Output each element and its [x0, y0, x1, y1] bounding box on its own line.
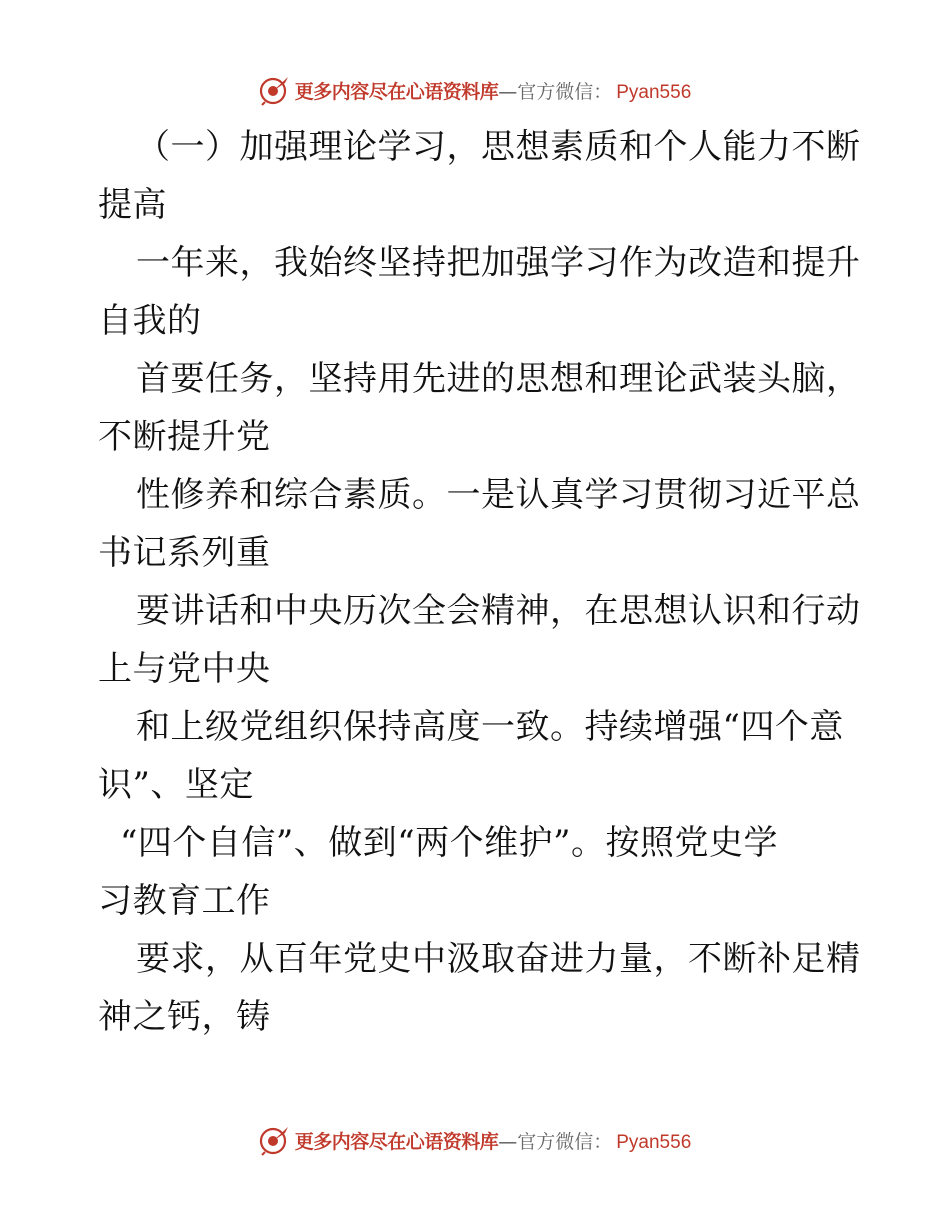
body-line: 要求，从百年党史中汲取奋进力量，不断补足精 — [136, 939, 861, 979]
body-line: 习教育工作 — [98, 881, 271, 921]
body-line: 性修养和综合素质。一是认真学习贯彻习近平总 — [136, 475, 861, 515]
banner-official-label: 官方微信： — [517, 1130, 613, 1153]
body-line: “四个自信”、做到“两个维护”。按照党史学 — [120, 823, 779, 863]
footer-banner — [0, 1120, 950, 1160]
body-line: 神之钙，铸 — [98, 997, 271, 1037]
body-line: 识”、坚定 — [98, 765, 254, 805]
banner-main-text: 更多内容尽在心语资料库 — [294, 1130, 499, 1153]
banner-main-text: 更多内容尽在心语资料库 — [294, 80, 499, 103]
body-line: 和上级党组织保持高度一致。持续增强“四个意 — [136, 707, 844, 747]
quill-pen-circle-icon — [259, 1124, 291, 1156]
body-line: 首要任务，坚持用先进的思想和理论武装头脑， — [136, 359, 861, 399]
header-banner — [0, 70, 950, 110]
body-line: （一）加强理论学习，思想素质和个人能力不断 — [136, 127, 861, 167]
body-line: 要讲话和中央历次全会精神，在思想认识和行动 — [136, 591, 861, 631]
body-line: 一年来，我始终坚持把加强学习作为改造和提升 — [136, 243, 861, 283]
body-line: 书记系列重 — [98, 533, 271, 573]
banner-official-label: 官方微信： — [517, 80, 613, 103]
quill-pen-circle-icon — [259, 74, 291, 106]
body-line: 不断提升党 — [98, 417, 271, 457]
banner-dash: — — [498, 80, 518, 103]
banner-dash: — — [498, 1130, 518, 1153]
banner-wechat-id: Pyan556 — [616, 1131, 692, 1153]
banner-wechat-id: Pyan556 — [616, 81, 692, 103]
body-line: 自我的 — [98, 301, 202, 341]
body-line: 提高 — [98, 185, 167, 225]
document-body — [98, 118, 861, 1046]
body-line: 上与党中央 — [98, 649, 271, 689]
